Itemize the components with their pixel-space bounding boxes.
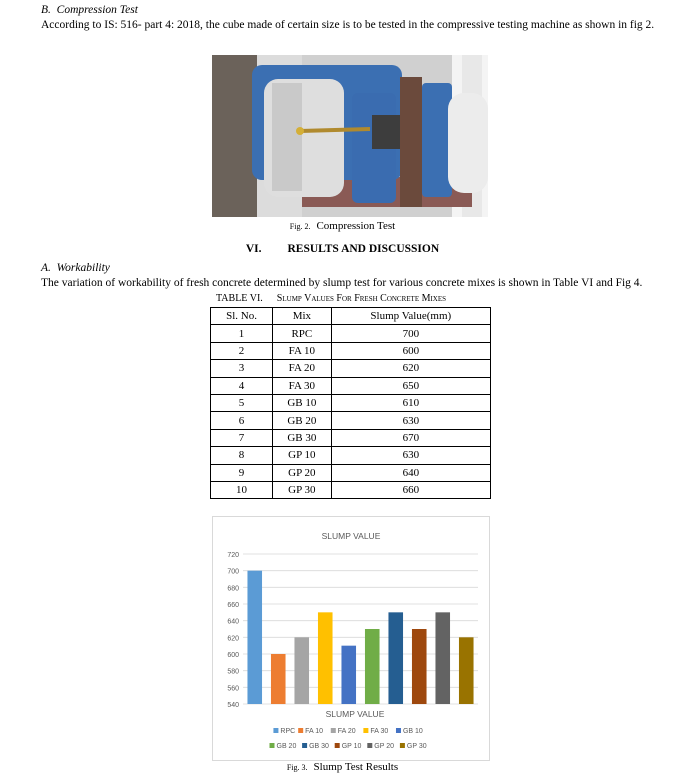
table-cell: 630 xyxy=(331,412,490,429)
chart-y-tick-label: 680 xyxy=(227,585,239,593)
table-cell: 9 xyxy=(211,464,273,481)
table-cell: FA 20 xyxy=(273,360,332,377)
chart-legend-label: GB 30 xyxy=(309,743,329,750)
fig2-caption xyxy=(0,220,685,232)
chart-legend-swatch xyxy=(302,743,307,748)
fig2-label: Fig. 2. xyxy=(289,222,311,231)
section-a-heading xyxy=(41,262,110,274)
fig3-caption xyxy=(0,761,685,773)
table-cell: FA 30 xyxy=(273,377,332,394)
section-vi-title: RESULTS AND DISCUSSION xyxy=(287,243,440,255)
table-cell: GP 30 xyxy=(273,481,332,498)
table-cell: GB 30 xyxy=(273,429,332,446)
table-cell: 660 xyxy=(331,481,490,498)
table-row xyxy=(211,360,491,377)
table-cell: 5 xyxy=(211,394,273,411)
fig2-text: Compression Test xyxy=(316,220,396,232)
slump-chart xyxy=(212,516,490,761)
table-cell: 1 xyxy=(211,325,273,342)
table-row xyxy=(211,447,491,464)
table-cell: 610 xyxy=(331,394,490,411)
chart-bar-gp-30 xyxy=(459,637,474,704)
table-cell: 640 xyxy=(331,464,490,481)
section-a-title: Workability xyxy=(56,262,110,274)
table-cell: 3 xyxy=(211,360,273,377)
paragraph-workability: The variation of workability of fresh concrete determined by slump test for various concrete mixes is shown in Table VI and Fig 4. xyxy=(41,277,643,289)
section-a-label: A. xyxy=(41,262,51,274)
chart-legend-label: GP 10 xyxy=(341,743,362,750)
chart-bar-gp-20 xyxy=(435,612,450,704)
table-cell: GP 10 xyxy=(273,447,332,464)
table-row xyxy=(211,481,491,498)
table-header-row xyxy=(211,308,491,325)
chart-y-tick-label: 620 xyxy=(227,635,239,643)
table-row xyxy=(211,342,491,359)
table-row xyxy=(211,325,491,342)
chart-y-tick-label: 540 xyxy=(227,702,239,709)
table-cell: 650 xyxy=(331,377,490,394)
chart-y-tick-label: 580 xyxy=(227,668,239,676)
table-row xyxy=(211,464,491,481)
compression-machine-illustration xyxy=(212,55,488,217)
chart-legend-swatch xyxy=(270,743,275,748)
chart-bar-gb-10 xyxy=(341,646,356,704)
table-cell: 4 xyxy=(211,377,273,394)
chart-y-tick-label: 660 xyxy=(227,602,239,609)
chart-y-tick-label: 700 xyxy=(227,568,239,576)
table-cell: 7 xyxy=(211,429,273,446)
chart-legend-label: GB 10 xyxy=(402,728,423,735)
table-cell: 620 xyxy=(331,360,490,377)
table-row xyxy=(211,429,491,446)
table-cell: 600 xyxy=(331,342,490,359)
table-cell: 670 xyxy=(331,429,490,446)
section-vi-number: VI. xyxy=(245,243,262,255)
table-label: TABLE VI. xyxy=(216,293,263,304)
chart-legend-swatch xyxy=(367,743,372,748)
chart-y-tick-label: 640 xyxy=(227,618,239,626)
table-header-cell: Sl. No. xyxy=(211,308,273,325)
paragraph-compression: According to IS: 516- part 4: 2018, the cube made of certain size is to be tested in the compressive testing machine as shown in fig 2. xyxy=(41,19,655,31)
chart-legend-label: FA 10 xyxy=(305,728,324,735)
table-row xyxy=(211,377,491,394)
chart-legend-swatch xyxy=(396,728,401,733)
compression-test-photo xyxy=(212,55,488,217)
chart-legend-label: GP 20 xyxy=(374,743,395,750)
table-header-cell: Slump Value(mm) xyxy=(331,308,490,325)
chart-legend-swatch xyxy=(273,728,278,733)
chart-bar-gb-20 xyxy=(365,629,380,704)
chart-y-tick-label: 720 xyxy=(227,552,239,559)
chart-legend-swatch xyxy=(298,728,303,733)
chart-legend-label: FA 20 xyxy=(337,728,356,735)
table-cell: 6 xyxy=(211,412,273,429)
table-cell: GB 20 xyxy=(273,412,332,429)
chart-bar-fa-20 xyxy=(294,637,309,704)
table-cell: 8 xyxy=(211,447,273,464)
chart-bar-rpc xyxy=(247,571,262,704)
section-b-label: B. xyxy=(41,4,51,16)
chart-bar-fa-30 xyxy=(318,612,333,704)
chart-legend-label: GP 30 xyxy=(406,743,427,750)
table-cell: FA 10 xyxy=(273,342,332,359)
slump-table xyxy=(210,307,491,499)
table-caption xyxy=(216,293,446,304)
section-vi-heading xyxy=(0,243,685,255)
table-row xyxy=(211,394,491,411)
chart-legend-label: RPC xyxy=(280,728,296,735)
chart-legend-swatch xyxy=(400,743,405,748)
slump-chart-svg xyxy=(213,517,489,760)
table-cell: 700 xyxy=(331,325,490,342)
chart-legend-swatch xyxy=(335,743,340,748)
chart-legend-label: FA 30 xyxy=(370,728,389,735)
table-cell: RPC xyxy=(273,325,332,342)
chart-legend-swatch xyxy=(363,728,368,733)
chart-title: SLUMP VALUE xyxy=(321,531,381,541)
chart-x-axis-title: SLUMP VALUE xyxy=(325,709,385,719)
table-row xyxy=(211,412,491,429)
chart-legend-label: GB 20 xyxy=(276,743,297,750)
table-cell: 2 xyxy=(211,342,273,359)
table-cell: GP 20 xyxy=(273,464,332,481)
table-header-cell: Mix xyxy=(273,308,332,325)
chart-bar-fa-10 xyxy=(271,654,286,704)
chart-legend-swatch xyxy=(331,728,336,733)
table-cell: 10 xyxy=(211,481,273,498)
section-b-title: Compression Test xyxy=(56,4,138,16)
fig3-label: Fig. 3. xyxy=(286,763,308,772)
chart-bar-gb-30 xyxy=(388,612,403,704)
fig3-text: Slump Test Results xyxy=(313,761,399,773)
table-cell: 630 xyxy=(331,447,490,464)
chart-y-tick-label: 560 xyxy=(227,685,239,693)
section-b-heading xyxy=(41,4,138,16)
table-title: Slump Values For Fresh Concrete Mixes xyxy=(276,293,447,304)
chart-y-tick-label: 600 xyxy=(227,652,239,659)
table-cell: GB 10 xyxy=(273,394,332,411)
chart-bar-gp-10 xyxy=(412,629,427,704)
